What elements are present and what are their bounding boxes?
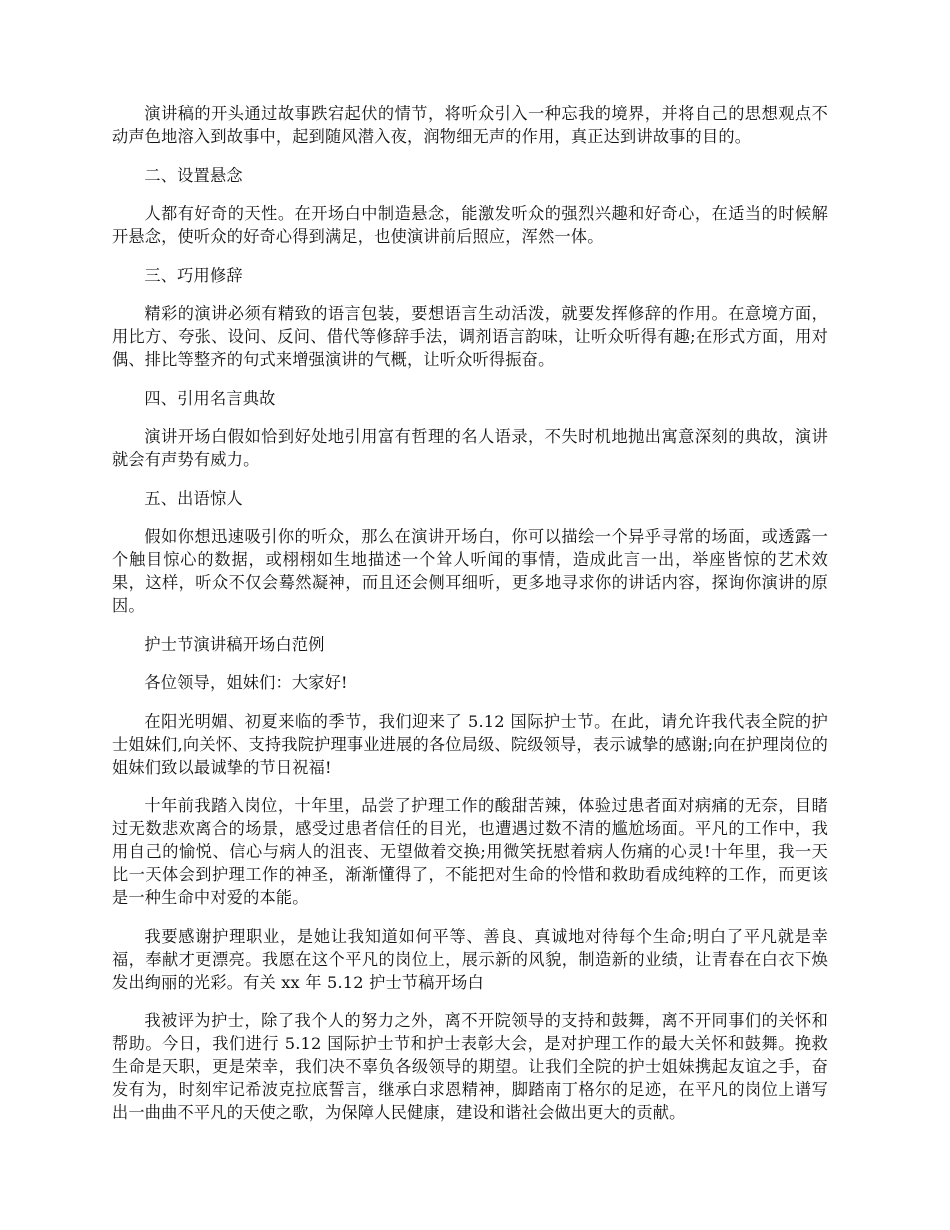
paragraph-suspense: 人都有好奇的天性。在开场白中制造悬念，能激发听众的强烈兴趣和好奇心，在适当的时候解开悬念，使听众的好奇心得到满足，也使演讲前后照应，浑然一体。 [112, 204, 828, 246]
paragraph-ten-years: 十年前我踏入岗位，十年里，品尝了护理工作的酸甜苦辣，体验过患者面对病痛的无奈，目睹过无数悲欢离合的场景，感受过患者信任的目光，也遭遇过数不清的尴尬场面。平凡的工作中，我用自己的愉悦、信心与病人的沮丧、无望做着交换;用微笑抚慰着病人伤痛的心灵!十年里，我一天比一天体会到护理工作的神圣，渐渐懂得了，不能把对生命的怜惜和救助看成纯粹的工作，而更该是一种生命中对爱的本能。 [112, 796, 828, 907]
greeting-line: 各位领导，姐妹们：大家好! [144, 673, 348, 692]
section-heading-suspense: 二、设置悬念 [144, 165, 243, 185]
paragraph-gratitude: 我要感谢护理职业，是她让我知道如何平等、善良、真诚地对待每个生命;明白了平凡就是幸福，奉献才更漂亮。我愿在这个平凡的岗位上，展示新的风貌，制造新的业绩，让青春在白衣下焕发出绚丽的光彩。有关 xx 年 5.12 护士节稿开场白 [112, 926, 828, 992]
section-heading-surprise: 五、出语惊人 [144, 488, 243, 508]
section-heading-rhetoric: 三、巧用修辞 [144, 265, 243, 285]
paragraph-story-opening: 演讲稿的开头通过故事跌宕起伏的情节，将听众引入一种忘我的境界，并将自己的思想观点不动声色地溶入到故事中，起到随风潜入夜，润物细无声的作用，真正达到讲故事的目的。 [112, 104, 828, 146]
example-title: 护士节演讲稿开场白范例 [144, 634, 325, 654]
paragraph-award: 我被评为护士，除了我个人的努力之外，离不开院领导的支持和鼓舞，离不开同事们的关怀和帮助。今日，我们进行 5.12 国际护士节和护士表彰大会，是对护理工作的最大关怀和鼓舞。挽救生命是天职，更是荣幸，我们决不辜负各级领导的期望。让我们全院的护士姐妹携起友谊之手，奋发有为，时刻牢记希波克拉底誓言，继承白求恩精神，脚踏南丁格尔的足迹，在平凡的岗位上谱写出一曲曲不平凡的天使之歌，为保障人民健康，建设和谐社会做出更大的贡献。 [112, 1011, 828, 1122]
paragraph-nurses-day: 在阳光明媚、初夏来临的季节，我们迎来了 5.12 国际护士节。在此，请允许我代表全院的护士姐妹们,向关怀、支持我院护理事业进展的各位局级、院级领导，表示诚挚的感谢;向在护理岗位的姐妹们致以最诚挚的节日祝福! [112, 711, 828, 777]
paragraph-quotes: 演讲开场白假如恰到好处地引用富有哲理的名人语录，不失时机地抛出寓意深刻的典故，演讲就会有声势有威力。 [112, 427, 828, 469]
document-page [112, 102, 828, 1140]
paragraph-rhetoric: 精彩的演讲必须有精致的语言包装，要想语言生动活泼，就要发挥修辞的作用。在意境方面，用比方、夸张、设问、反问、借代等修辞手法，调剂语言韵味，让听众听得有趣;在形式方面，用对偶、排比等整齐的句式来增强演讲的气概，让听众听得振奋。 [112, 304, 828, 369]
section-heading-quotes: 四、引用名言典故 [144, 388, 276, 408]
paragraph-surprise: 假如你想迅速吸引你的听众，那么在演讲开场白，你可以描绘一个异乎寻常的场面，或透露一个触目惊心的数据，或栩栩如生地描述一个耸人听闻的事情，造成此言一出，举座皆惊的艺术效果，这样，听众不仅会蓦然凝神，而且还会侧耳细听，更多地寻求你的讲话内容，探询你演讲的原因。 [112, 527, 828, 615]
